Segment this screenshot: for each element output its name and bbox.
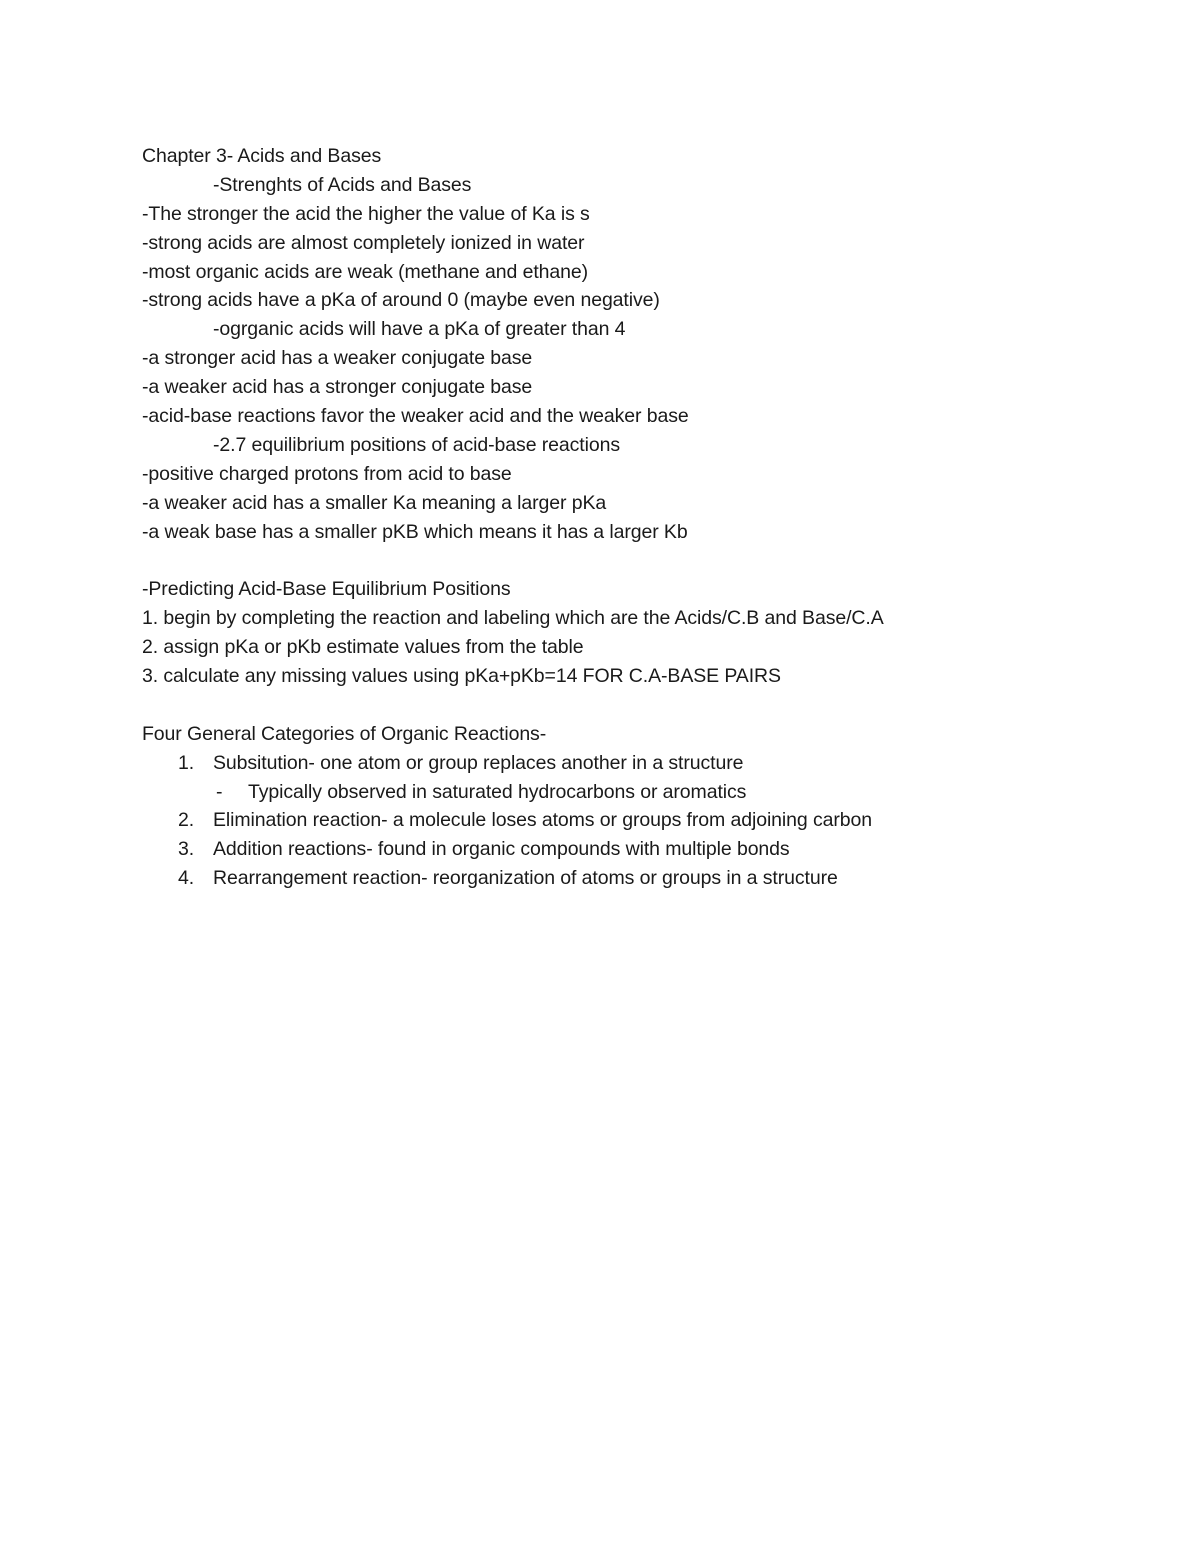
categories-heading: Four General Categories of Organic Reactions- bbox=[142, 722, 547, 745]
section-heading-strengths: -Strenghts of Acids and Bases bbox=[213, 173, 472, 196]
list-number: 2. bbox=[178, 809, 195, 832]
list-item bbox=[142, 835, 1102, 864]
note-line: -positive charged protons from acid to base bbox=[142, 462, 512, 485]
blank-line bbox=[142, 546, 1102, 575]
list-sub-text: Typically observed in saturated hydrocarbons or aromatics bbox=[248, 780, 747, 803]
list-item bbox=[142, 864, 1102, 893]
list-bullet-dash: - bbox=[216, 780, 223, 803]
note-line: -a weak base has a smaller pKB which means it has a larger Kb bbox=[142, 520, 688, 543]
note-line: -acid-base reactions favor the weaker acid and the weaker base bbox=[142, 405, 689, 428]
list-number: 1. bbox=[178, 751, 195, 774]
list-number: 4. bbox=[178, 867, 195, 890]
predicting-heading: -Predicting Acid-Base Equilibrium Positions bbox=[142, 578, 511, 601]
list-sub-item bbox=[142, 778, 1102, 807]
note-line: -a stronger acid has a weaker conjugate base bbox=[142, 347, 533, 370]
document-body bbox=[142, 142, 1102, 893]
list-text: Elimination reaction- a molecule loses atoms or groups from adjoining carbon bbox=[213, 809, 872, 832]
list-text: Rearrangement reaction- reorganization of atoms or groups in a structure bbox=[213, 867, 838, 890]
list-item bbox=[142, 806, 1102, 835]
section-heading-equilibrium: -2.7 equilibrium positions of acid-base reactions bbox=[213, 433, 620, 456]
list-item bbox=[142, 749, 1102, 778]
predicting-step: 3. calculate any missing values using pKa+pKb=14 FOR C.A-BASE PAIRS bbox=[142, 665, 781, 688]
list-text: Addition reactions- found in organic compounds with multiple bonds bbox=[213, 838, 790, 861]
predicting-step: 1. begin by completing the reaction and labeling which are the Acids/C.B and Base/C.A bbox=[142, 607, 884, 630]
list-text: Subsitution- one atom or group replaces another in a structure bbox=[213, 751, 744, 774]
note-line: -strong acids have a pKa of around 0 (maybe even negative) bbox=[142, 289, 660, 312]
note-line: -a weaker acid has a stronger conjugate base bbox=[142, 376, 533, 399]
note-line-indented: -ogrganic acids will have a pKa of greater than 4 bbox=[213, 318, 626, 341]
note-line: -The stronger the acid the higher the value of Ka is s bbox=[142, 202, 590, 225]
note-line: -a weaker acid has a smaller Ka meaning a larger pKa bbox=[142, 491, 607, 514]
chapter-title: Chapter 3- Acids and Bases bbox=[142, 145, 382, 167]
note-line: -strong acids are almost completely ionized in water bbox=[142, 231, 585, 254]
blank-line bbox=[142, 691, 1102, 720]
predicting-step: 2. assign pKa or pKb estimate values from the table bbox=[142, 636, 584, 659]
note-line: -most organic acids are weak (methane and ethane) bbox=[142, 260, 589, 283]
list-number: 3. bbox=[178, 838, 195, 861]
